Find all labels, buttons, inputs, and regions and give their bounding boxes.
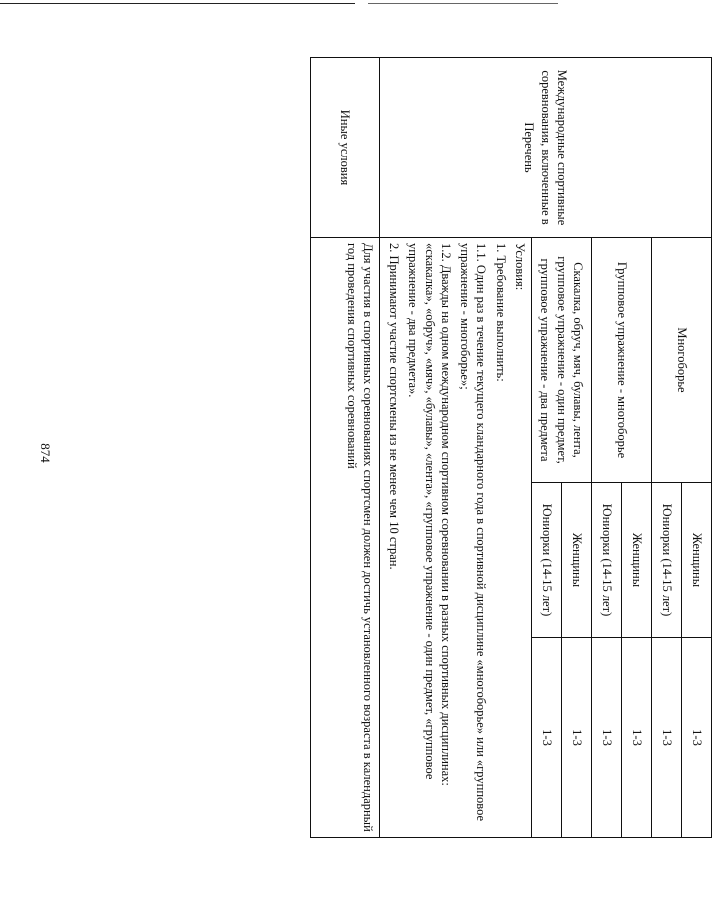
rotated-document-table (282, 57, 712, 837)
category-cell: Женщины (622, 483, 652, 638)
places-cell: 1-3 (562, 638, 592, 838)
results-table (310, 57, 712, 838)
places-cell: 1-3 (682, 638, 712, 838)
competition-label-cell: Международные спортивные соревнования, включенные в Перечень (380, 58, 712, 238)
conditions-item: 1.1. Один раз в течение текущего кландарного года в спортивной дисциплине «многоборье» или «групповое упражнение - многоборье»; (458, 243, 489, 822)
category-cell: Женщины (682, 483, 712, 638)
conditions-item: 1.2. Дважды на одном международном спортивном соревновании в разных спортивных дисциплинах: «скакалка», «обруч», «мяч», «булавы», «лента», «групповое упражнение - один предмет, «групповое упражнение - два предмета». (406, 243, 453, 786)
places-cell: 1-3 (622, 638, 652, 838)
places-cell: 1-3 (592, 638, 622, 838)
scan-border-top (0, 3, 355, 4)
scan-border-top-right (368, 3, 558, 4)
discipline-cell: Многоборье (652, 238, 712, 483)
places-cell: 1-3 (532, 638, 562, 838)
discipline-cell: Скакалка, обруч, мяч, булавы, лента, групповое упражнение - один предмет, групповое упражнение - два предмета (532, 238, 592, 483)
places-cell: 1-3 (652, 638, 682, 838)
table-row (311, 58, 380, 838)
category-cell: Юниорки (14-15 лет) (652, 483, 682, 638)
category-cell: Юниорки (14-15 лет) (532, 483, 562, 638)
conditions-title: Условия: (513, 243, 527, 291)
table-row (682, 58, 712, 838)
page-number: 874 (38, 443, 53, 463)
conditions-cell (380, 238, 532, 838)
other-conditions-label: Иные условия (311, 58, 380, 238)
other-conditions-text: Для участия в спортивных соревнованиях спортсмен должен достичь установленного возраста в календарный год проведения спортивных соревнований (311, 238, 380, 838)
discipline-cell: Групповое упражнение - многоборье (592, 238, 652, 483)
category-cell: Женщины (562, 483, 592, 638)
conditions-item: 2. Принимают участие спортсмены из не менее чем 10 стран. (387, 243, 402, 570)
category-cell: Юниорки (14-15 лет) (592, 483, 622, 638)
conditions-item: 1. Требование выполнить: (493, 243, 508, 382)
